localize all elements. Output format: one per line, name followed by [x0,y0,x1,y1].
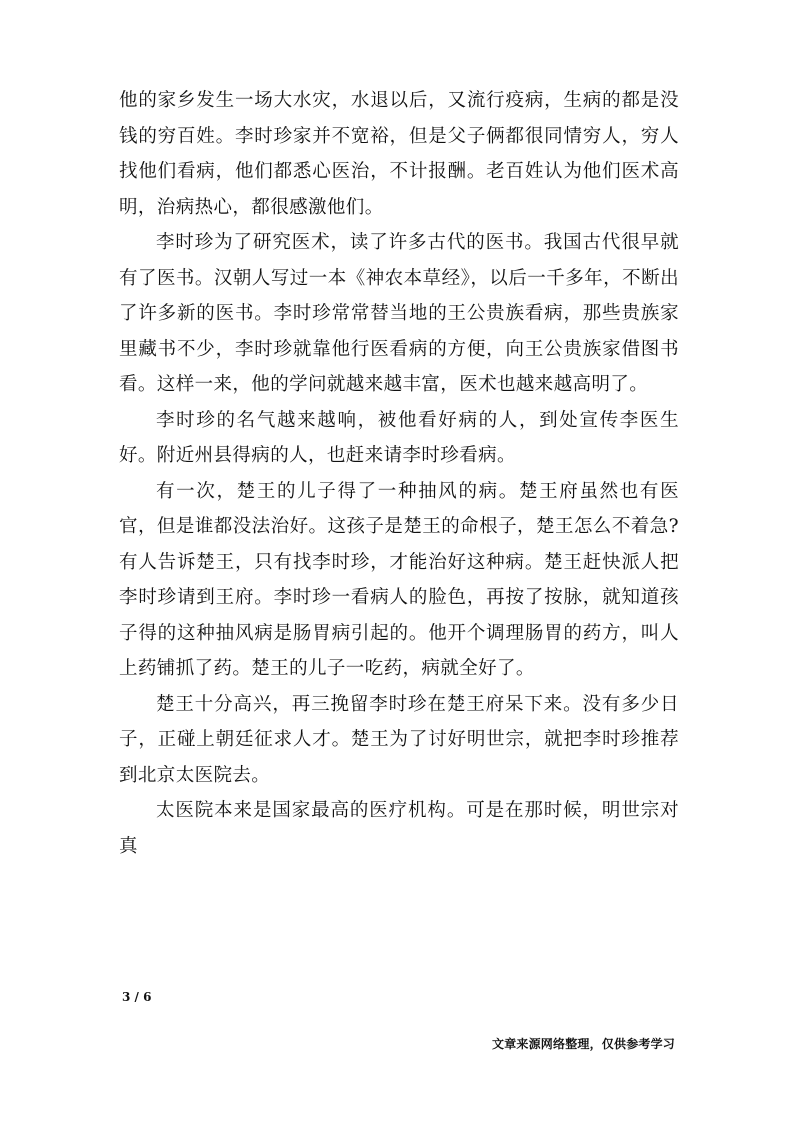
paragraph-6: 太医院本来是国家最高的医疗机构。可是在那时候，明世宗对真 [119,800,679,857]
paragraph-5: 楚王十分高兴，再三挽留李时珍在楚王府呆下来。没有多少日子，正碰上朝廷征求人才。楚王为了讨好明世宗，就把李时珍推荐到北京太医院去。 [119,693,679,786]
paragraph-1: 他的家乡发生一场大水灾，水退以后，又流行疫病，生病的都是没钱的穷百姓。李时珍家并不宽裕，但是父子俩都很同情穷人，穷人找他们看病，他们都悉心医治，不计报酬。老百姓认为他们医术高明，治病热心，都很感激他们。 [119,90,679,218]
page-number: 3 / 6 [122,990,152,1004]
paragraph-2: 李时珍为了研究医术，读了许多古代的医书。我国古代很早就有了医书。汉朝人写过一本《神农本草经》，以后一千多年，不断出了许多新的医书。李时珍常常替当地的王公贵族看病，那些贵族家里藏书不少，李时珍就靠他行医看病的方便，向王公贵族家借图书看。这样一来，他的学问就越来越丰富，医术也越来越高明了。 [119,232,679,395]
body-text [119,83,679,864]
paragraph-4: 有一次，楚王的儿子得了一种抽风的病。楚王府虽然也有医官，但是谁都没法治好。这孩子是楚王的命根子，楚王怎么不着急?有人告诉楚王，只有找李时珍，才能治好这种病。楚王赶快派人把李时珍请到王府。李时珍一看病人的脸色，再按了按脉，就知道孩子得的这种抽风病是肠胃病引起的。他开个调理肠胃的药方，叫人上药铺抓了药。楚王的儿子一吃药，病就全好了。 [119,480,679,679]
footer-note: 文章来源网络整理，仅供参考学习 [492,1037,676,1051]
paragraph-3: 李时珍的名气越来越响，被他看好病的人，到处宣传李医生好。附近州县得病的人，也赶来请李时珍看病。 [119,409,679,466]
